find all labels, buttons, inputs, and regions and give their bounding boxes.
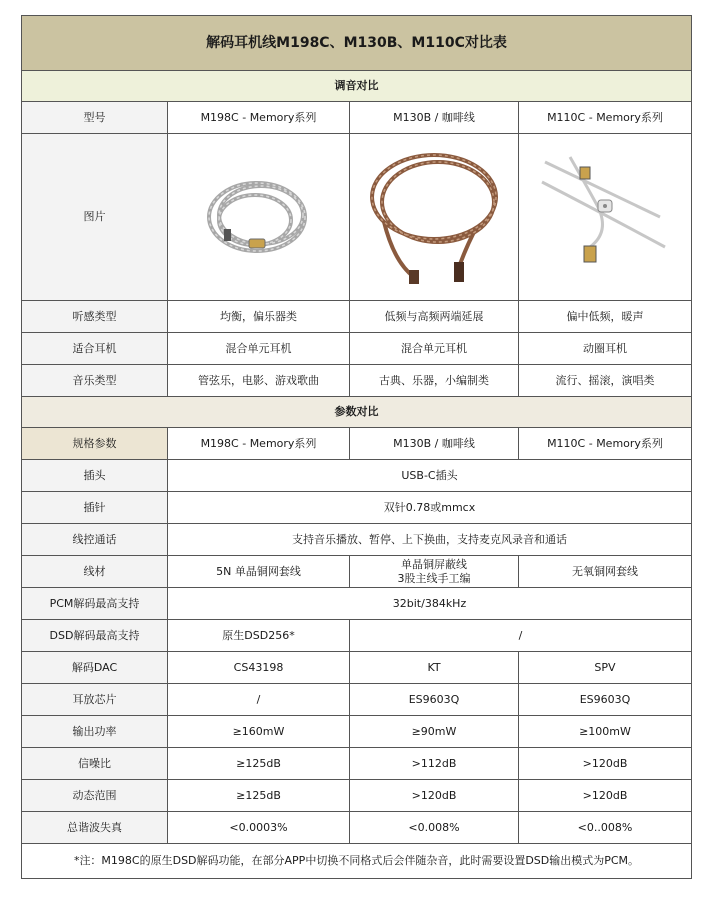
table-cell: / — [168, 684, 350, 716]
model-cell: M198C - Memory系列 — [168, 102, 350, 134]
table-cell: 古典、乐器，小编制类 — [350, 365, 519, 397]
table-cell: ES9603Q — [350, 684, 519, 716]
table-cell: 动圈耳机 — [519, 333, 692, 365]
clear-cable-photo — [540, 152, 670, 282]
model-cell: M110C - Memory系列 — [519, 428, 692, 460]
comparison-table — [21, 15, 692, 879]
table-cell: >112dB — [350, 748, 519, 780]
section-params-header: 参数对比 — [22, 397, 692, 428]
table-cell: 无氧铜网套线 — [519, 556, 692, 588]
model-cell: M110C - Memory系列 — [519, 102, 692, 134]
row-label-model: 型号 — [22, 102, 168, 134]
table-cell: ≥125dB — [168, 748, 350, 780]
material-line: 3股主线手工编 — [397, 571, 471, 585]
table-cell: 支持音乐播放、暂停、上下换曲，支持麦克风录音和通话 — [168, 524, 692, 556]
table-cell: >120dB — [519, 748, 692, 780]
table-cell: 均衡，偏乐器类 — [168, 301, 350, 333]
model-cell: M130B / 咖啡线 — [350, 102, 519, 134]
row-label-music-type: 音乐类型 — [22, 365, 168, 397]
table-cell: 流行、摇滚，演唱类 — [519, 365, 692, 397]
table-cell: ≥90mW — [350, 716, 519, 748]
table-cell: ≥125dB — [168, 780, 350, 812]
cable-image-cell — [519, 134, 692, 301]
row-label-output-power: 输出功率 — [22, 716, 168, 748]
brown-braided-cable-photo — [354, 142, 514, 292]
row-label-image: 图片 — [22, 134, 168, 301]
table-cell: USB-C插头 — [168, 460, 692, 492]
row-label-amp-chip: 耳放芯片 — [22, 684, 168, 716]
cable-image-cell — [350, 134, 519, 301]
table-cell: <0.008% — [350, 812, 519, 844]
table-cell: ≥100mW — [519, 716, 692, 748]
silver-braided-cable-photo — [199, 157, 319, 277]
table-cell: 管弦乐，电影、游戏歌曲 — [168, 365, 350, 397]
table-cell: 5N 单晶铜网套线 — [168, 556, 350, 588]
section-tuning-header: 调音对比 — [22, 71, 692, 102]
table-cell: / — [350, 620, 692, 652]
cable-image-cell — [168, 134, 350, 301]
table-cell: 混合单元耳机 — [350, 333, 519, 365]
table-cell: 混合单元耳机 — [168, 333, 350, 365]
row-label-material: 线材 — [22, 556, 168, 588]
table-cell — [350, 556, 519, 588]
row-label-dynamic-range: 动态范围 — [22, 780, 168, 812]
table-cell: KT — [350, 652, 519, 684]
row-label-dac: 解码DAC — [22, 652, 168, 684]
material-line: 单晶铜屏蔽线 — [401, 557, 467, 571]
row-label-thd: 总谐波失真 — [22, 812, 168, 844]
table-cell: ES9603Q — [519, 684, 692, 716]
table-cell: 低频与高频两端延展 — [350, 301, 519, 333]
table-cell: ≥160mW — [168, 716, 350, 748]
row-label-plug: 插头 — [22, 460, 168, 492]
table-cell: 32bit/384kHz — [168, 588, 692, 620]
row-label-suitable-earphone: 适合耳机 — [22, 333, 168, 365]
table-cell: <0.0003% — [168, 812, 350, 844]
table-cell: CS43198 — [168, 652, 350, 684]
table-cell: 偏中低频，暖声 — [519, 301, 692, 333]
table-cell: 原生DSD256* — [168, 620, 350, 652]
footnote: *注：M198C的原生DSD解码功能，在部分APP中切换不同格式后会伴随杂音，此时需要设置DSD输出模式为PCM。 — [22, 844, 692, 879]
model-cell: M130B / 咖啡线 — [350, 428, 519, 460]
row-label-pcm: PCM解码最高支持 — [22, 588, 168, 620]
model-cell: M198C - Memory系列 — [168, 428, 350, 460]
row-label-spec: 规格参数 — [22, 428, 168, 460]
table-cell: >120dB — [350, 780, 519, 812]
table-title: 解码耳机线M198C、M130B、M110C对比表 — [22, 16, 692, 71]
row-label-dsd: DSD解码最高支持 — [22, 620, 168, 652]
table-cell: >120dB — [519, 780, 692, 812]
row-label-control: 线控通话 — [22, 524, 168, 556]
table-cell: SPV — [519, 652, 692, 684]
row-label-snr: 信噪比 — [22, 748, 168, 780]
table-cell: <0..008% — [519, 812, 692, 844]
row-label-sound-type: 听感类型 — [22, 301, 168, 333]
table-cell: 双针0.78或mmcx — [168, 492, 692, 524]
row-label-pin: 插针 — [22, 492, 168, 524]
